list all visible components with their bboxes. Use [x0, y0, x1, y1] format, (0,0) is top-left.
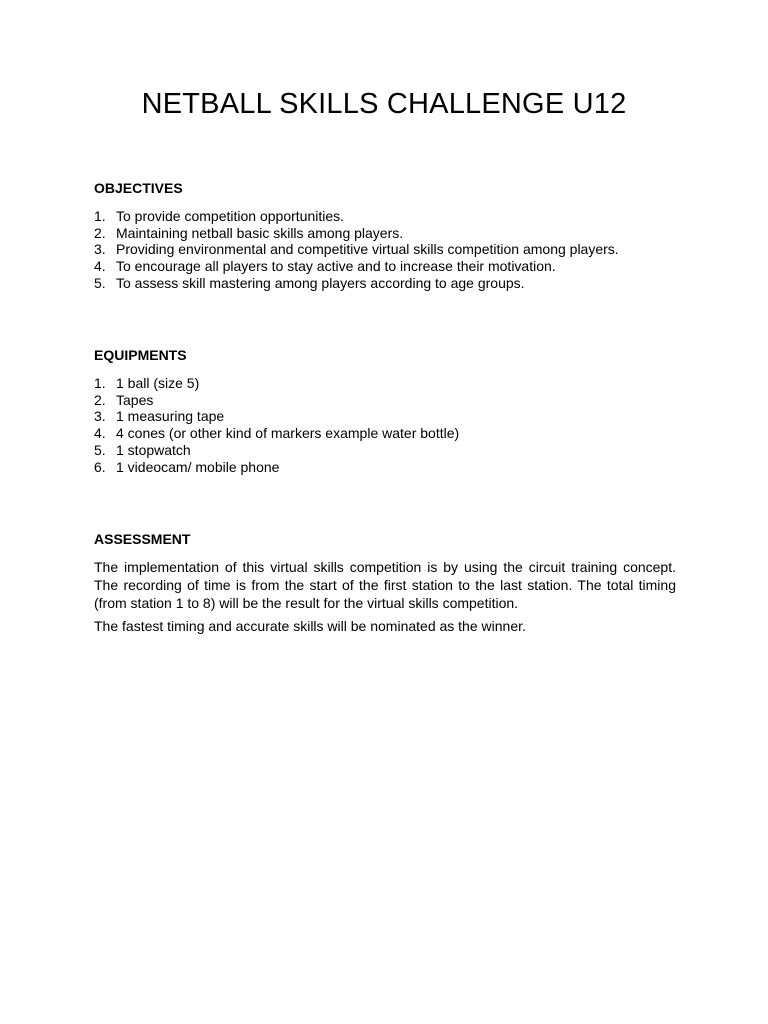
list-item [94, 375, 676, 392]
document-title: NETBALL SKILLS CHALLENGE U12 [141, 88, 627, 120]
list-number: 3. [94, 241, 106, 258]
list-item [94, 208, 676, 225]
list-number: 1. [94, 208, 106, 224]
list-item-text: 1 ball (size 5) [116, 375, 200, 391]
assessment-conclusion: The fastest timing and accurate skills will be nominated as the winner. [94, 618, 526, 634]
equipments-section [94, 347, 676, 475]
list-item-text: Tapes [116, 391, 154, 408]
equipments-heading: EQUIPMENTS [94, 347, 187, 363]
list-item [94, 459, 676, 476]
assessment-paragraph: The implementation of this virtual skills competition is by using the circuit training concept. The recording of time is from the start of the first station to the last station. The total timing (from station 1 to 8) will be the result for the virtual skills competition. [94, 559, 676, 611]
objectives-heading: OBJECTIVES [94, 180, 183, 196]
list-item [94, 392, 676, 409]
list-number: 6. [94, 458, 106, 475]
list-item [94, 258, 676, 275]
list-item-text: 4 cones (or other kind of markers example water bottle) [116, 425, 460, 442]
list-item [94, 225, 676, 242]
list-item [94, 408, 676, 425]
assessment-heading: ASSESSMENT [94, 531, 191, 547]
list-number: 5. [94, 274, 106, 291]
list-item-text: Maintaining netball basic skills among players. [116, 224, 404, 241]
list-item-text: 1 stopwatch [116, 441, 191, 458]
list-number: 2. [94, 391, 106, 408]
list-item-text: Providing environmental and competitive virtual skills competition among players. [116, 241, 619, 258]
list-item [94, 241, 676, 258]
equipments-list [94, 375, 676, 475]
list-item-text: 1 measuring tape [116, 408, 225, 425]
list-item [94, 275, 676, 292]
list-number: 4. [94, 258, 106, 275]
list-number: 5. [94, 441, 106, 458]
list-item-text: To assess skill mastering among players according to age groups. [116, 274, 525, 291]
list-item-text: 1 videocam/ mobile phone [116, 458, 280, 475]
objectives-list [94, 208, 676, 292]
list-item [94, 442, 676, 459]
list-number: 2. [94, 224, 106, 241]
objectives-section [94, 180, 676, 292]
list-item-text: To encourage all players to stay active and to increase their motivation. [116, 258, 556, 275]
assessment-section [94, 531, 676, 635]
list-number: 4. [94, 425, 106, 442]
list-item-text: To provide competition opportunities. [116, 208, 345, 224]
list-number: 1. [94, 375, 106, 391]
list-number: 3. [94, 408, 106, 425]
list-item [94, 425, 676, 442]
